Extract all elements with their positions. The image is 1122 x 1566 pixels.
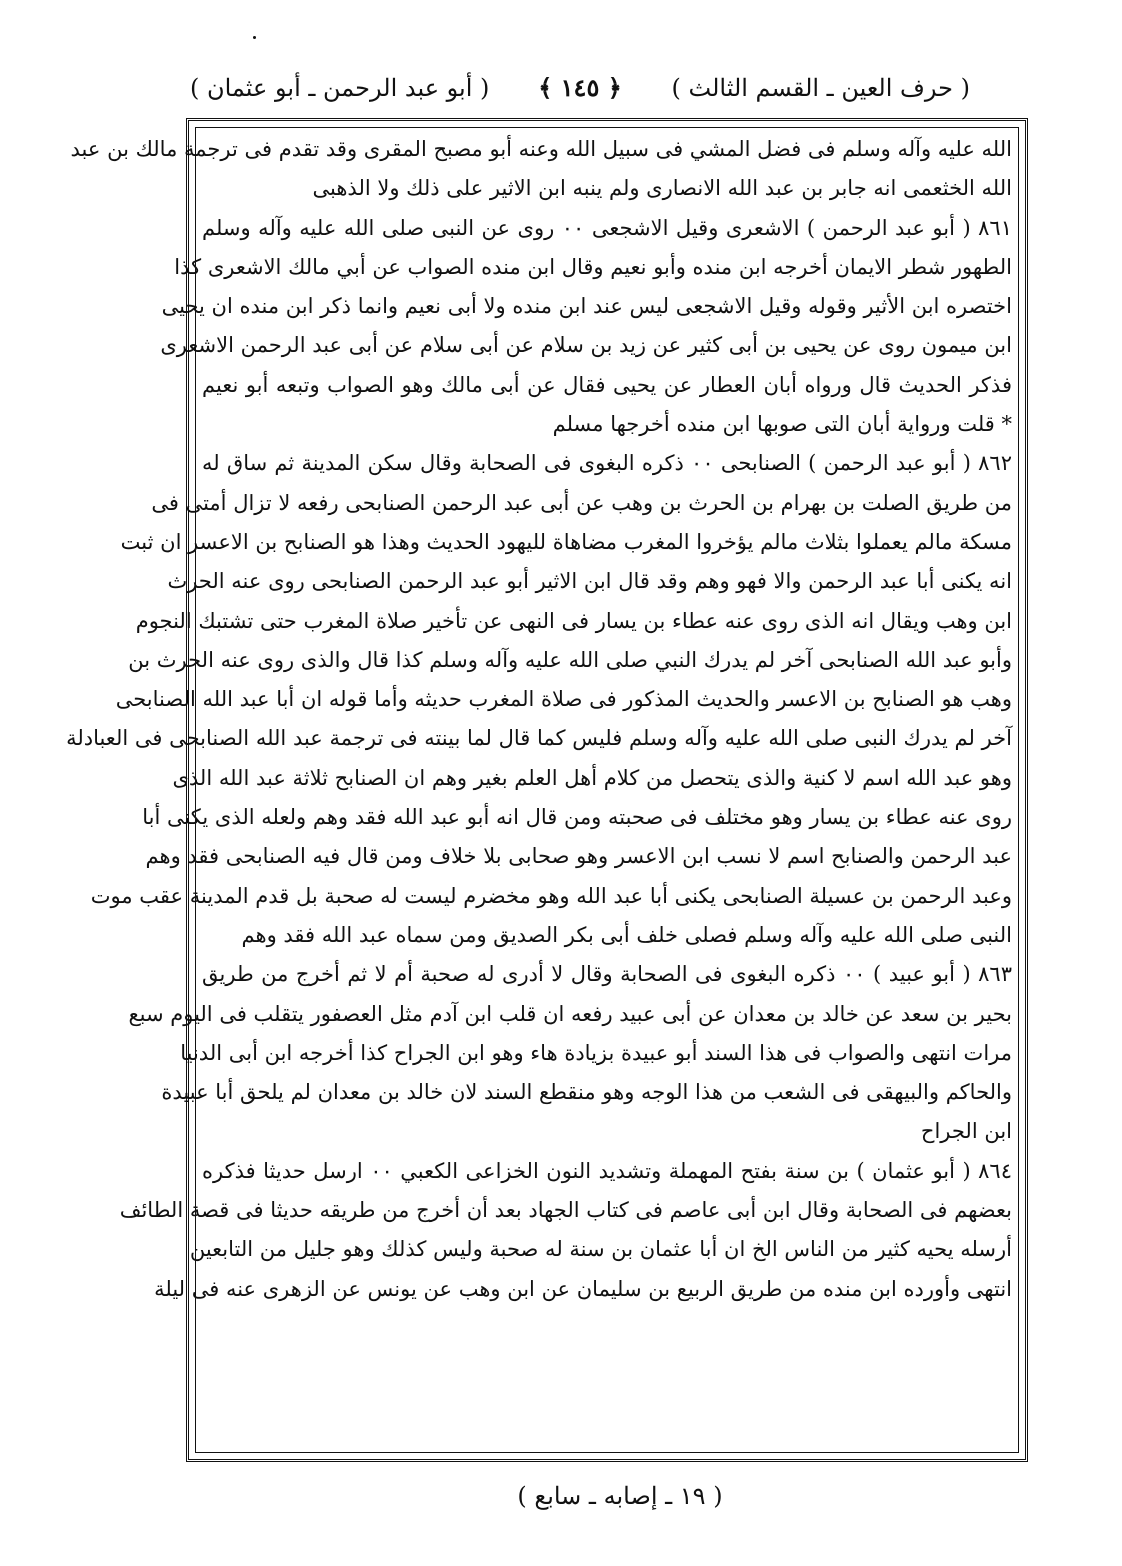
text-line: الطهور شطر الايمان أخرجه ابن منده وأبو نعيم وقال ابن منده الصواب عن أبي مالك الاشعرى كذا <box>174 254 1012 279</box>
text-line: وعبد الرحمن بن عسيلة الصنابحى يكنى أبا عبد الله وهو مخضرم ليست له صحبة بل قدم المدينة عقب موت <box>90 883 1012 908</box>
text-line: ابن ميمون روى عن يحيى بن أبى كثير عن زيد بن سلام عن أبى سلام عن أبى عبد الرحمن الاشعرى <box>160 333 1012 358</box>
entry-863-heading: ٨٦٣ ( أبو عبيد ) ٠٠ ذكره البغوى فى الصحابة وقال لا أدرى له صحبة أم لا ثم أخرج من طريق <box>202 962 1012 987</box>
text-line: آخر لم يدرك النبى صلى الله عليه وآله وسلم فليس كما قال لما بينته فى ترجمة عبد الله الصنابحى فى العبادلة <box>66 726 1012 751</box>
header-entry-range: ( أبو عبد الرحمن ـ أبو عثمان ) <box>190 74 490 102</box>
page-footer-signature: ( ١٩ ـ إصابه ـ سابع ) <box>517 1482 723 1510</box>
entry-861-heading: ٨٦١ ( أبو عبد الرحمن ) الاشعرى وقيل الاشجعى ٠٠ روى عن النبى صلى الله عليه وآله وسلم <box>202 215 1012 240</box>
text-line: النبى صلى الله عليه وآله وسلم فصلى خلف أبى بكر الصديق ومن سماه عبد الله فقد وهم <box>241 922 1012 947</box>
text-line: بعضهم فى الصحابة وقال ابن أبى عاصم فى كتاب الجهاد بعد أن أخرج من طريقه حديثا فى قصة الطائف <box>119 1198 1012 1223</box>
text-line: ابن الجراح <box>920 1119 1012 1144</box>
text-line: والحاكم والبيهقى فى الشعب من هذا الوجه وهو منقطع السند لان خالد بن معدان لم يلحق أبا عبيدة <box>161 1080 1012 1105</box>
text-line: أرسله يحيه كثير من الناس الخ ان أبا عثمان بن سنة له صحبة وليس كذلك وهو جليل من التابعين <box>189 1237 1012 1262</box>
text-line: ابن وهب ويقال انه الذى روى عنه عطاء بن يسار فى النهى عن تأخير صلاة المغرب حتى تشتبك النجوم <box>135 608 1012 633</box>
text-line: وأبو عبد الله الصنابحى آخر لم يدرك النبي صلى الله عليه وآله وسلم كذا قال والذى روى عنه الحرث بن <box>128 647 1012 672</box>
stray-dot <box>253 36 256 39</box>
text-line: وهو عبد الله اسم لا كنية والذى يتحصل من كلام أهل العلم بغير وهم ان الصنابح ثلاثة عبد الله الذى <box>172 765 1012 790</box>
text-line: بحير بن سعد عن خالد بن معدان عن أبى عبيد رفعه ان قلب ابن آدم مثل العصفور يتقلب فى اليوم سبع <box>128 1001 1012 1026</box>
text-line: انتهى وأورده ابن منده من طريق الربيع بن سليمان عن ابن وهب عن يونس عن الزهرى عنه فى ليلة <box>154 1276 1012 1301</box>
entry-862-heading: ٨٦٢ ( أبو عبد الرحمن ) الصنابحى ٠٠ ذكره البغوى فى الصحابة وقال سكن المدينة ثم ساق له <box>202 451 1012 476</box>
text-line: الله الخثعمى انه جابر بن عبد الله الانصارى ولم ينبه ابن الاثير على ذلك ولا الذهبى <box>312 176 1012 201</box>
text-line: انه يكنى أبا عبد الرحمن والا فهو وهم وقد قال ابن الاثير أبو عبد الرحمن الصنابحى روى عنه الحرث <box>167 569 1012 594</box>
text-line: روى عنه عطاء بن يسار وهو مختلف فى صحبته ومن قال انه أبو عبد الله فقد وهم ولعله الذى يكنى أبا <box>142 805 1012 830</box>
text-line: فذكر الحديث قال ورواه أبان العطار عن يحيى فقال عن أبى مالك وهو الصواب وتبعه أبو نعيم <box>202 372 1012 397</box>
text-line: عبد الرحمن والصنابح اسم لا نسب ابن الاعسر وهو صحابى بلا خلاف ومن قال فيه الصنابحى فقد وهم <box>145 844 1012 869</box>
text-line: مرات انتهى والصواب فى هذا السند أبو عبيدة بزيادة هاء وهو ابن الجراح كذا أخرجه ابن أبى الدنيا <box>180 1040 1012 1065</box>
text-line: من طريق الصلت بن بهرام بن الحرث بن وهب عن أبى عبد الرحمن الصنابحى رفعه لا تزال أمتى فى <box>151 490 1012 515</box>
text-line: وهب هو الصنابح بن الاعسر والحديث المذكور فى صلاة المغرب حديثه وأما قوله ان أبا عبد الله الصنابحى <box>115 687 1012 712</box>
text-line: مسكة مالم يعملوا بثلاث مالم يؤخروا المغرب مضاهاة لليهود الحديث وهذا هو الصنابح بن الاعسر ان ثبت <box>120 529 1012 554</box>
text-line: اختصره ابن الأثير وقوله وقيل الاشجعى ليس عند ابن منده ولا أبى نعيم وانما ذكر ابن منده ان يحيى <box>161 294 1012 319</box>
text-line: * قلت ورواية أبان التى صوبها ابن منده أخرجها مسلم <box>552 412 1012 437</box>
body-text <box>66 126 1020 1456</box>
text-line: الله عليه وآله وسلم فى فضل المشي فى سبيل الله وعنه أبو مصبح المقرى وقد تقدم فى ترجمة مالك بن عبد <box>70 137 1012 161</box>
header-section-title: ( حرف العين ـ القسم الثالث ) <box>671 74 970 102</box>
page-header <box>190 66 970 110</box>
entry-864-heading: ٨٦٤ ( أبو عثمان ) بن سنة بفتح المهملة وتشديد النون الخزاعى الكعبي ٠٠ ارسل حديثا فذكره <box>202 1158 1012 1183</box>
page-number: ﴿ ١٤٥ ﴾ <box>538 73 622 102</box>
